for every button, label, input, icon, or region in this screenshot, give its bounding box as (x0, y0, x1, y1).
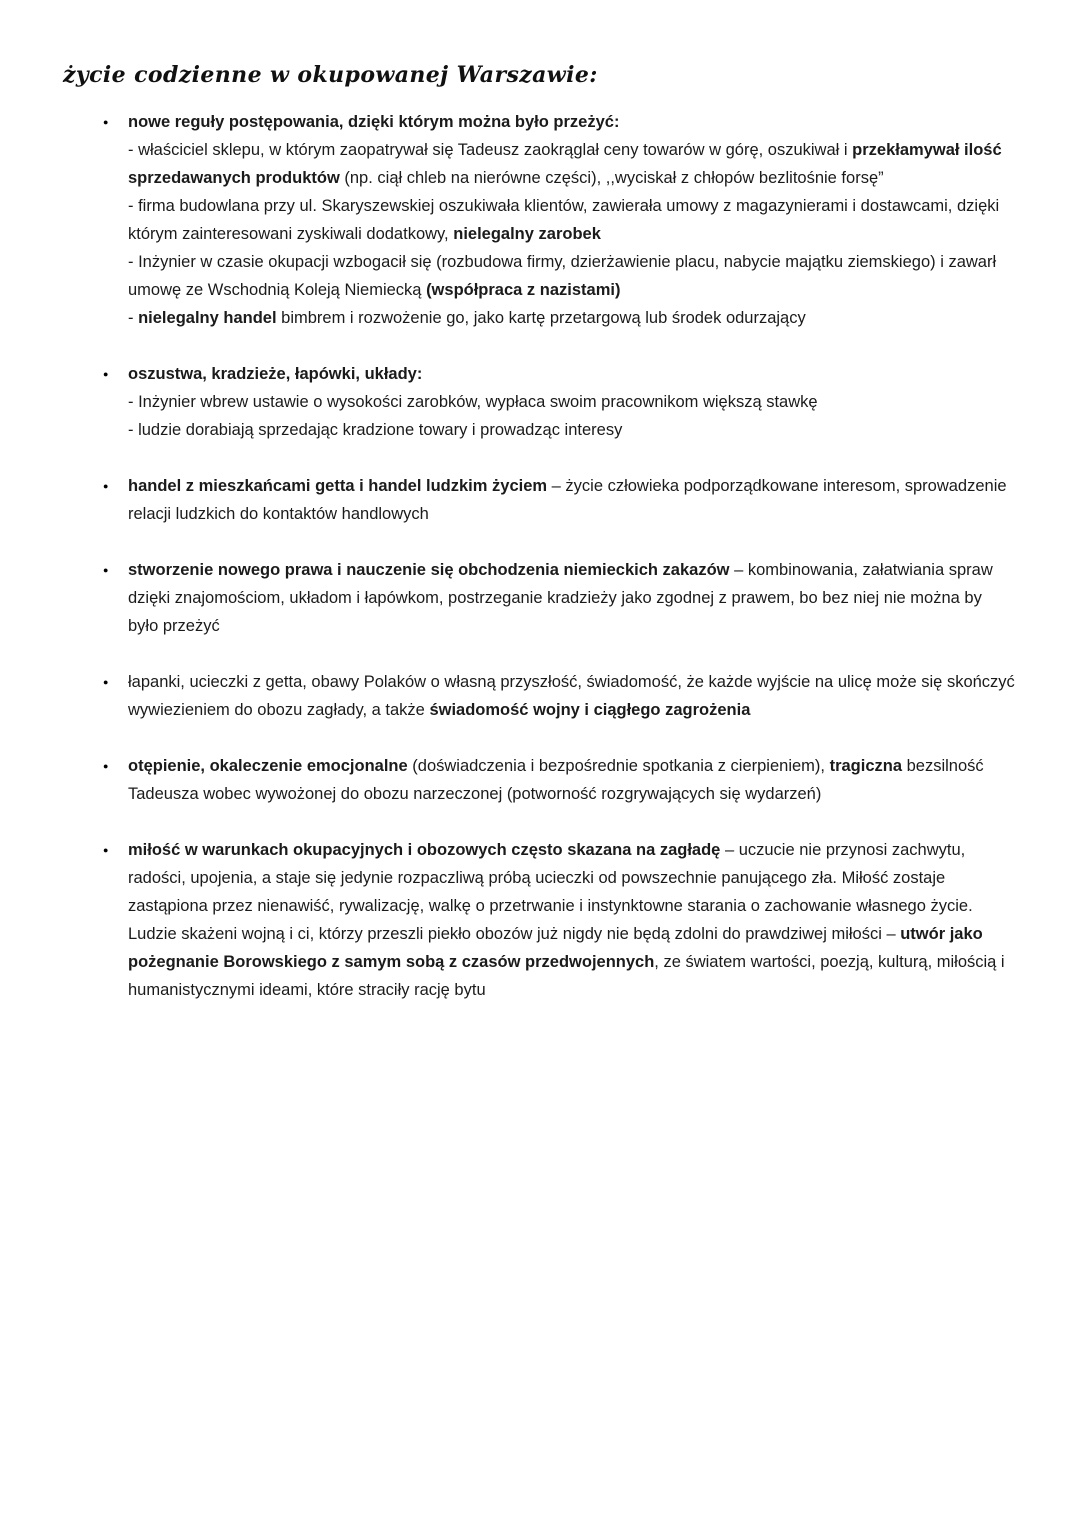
bullet-paragraph (128, 248, 1016, 304)
bullet-icon: ● (103, 677, 109, 687)
bullet-icon: ● (103, 369, 109, 379)
bullet-content (128, 108, 1016, 332)
text-run: – kombinowania, załatwiania spraw dzięki znajomościom, układom i łapówkom, postrzeganie kradzieży jako zgodnej z prawem, bo bez niej nie można by było przeżyć (128, 561, 993, 635)
bullet-paragraph (128, 668, 1016, 724)
bullet-paragraph (128, 192, 1016, 248)
bullet-content (128, 752, 1016, 808)
text-run: bezsilność Tadeusza wobec wywożonej do obozu narzeczonej (potworność rozgrywających się wydarzeń) (128, 757, 984, 803)
text-run: nielegalny zarobek (453, 225, 601, 243)
bullet-paragraph (128, 388, 1016, 416)
text-run: , ze światem wartości, poezją, kulturą, miłością i humanistycznymi ideami, które straciły rację bytu (128, 953, 1005, 999)
bullet-icon: ● (103, 565, 109, 575)
text-run: utwór jako pożegnanie Borowskiego z samym sobą z czasów przedwojennych (128, 925, 983, 971)
text-run: przekłamywał ilość sprzedawanych produktów (128, 141, 1002, 187)
text-run: - Inżynier w czasie okupacji wzbogacił się (rozbudowa firmy, dzierżawienie placu, nabycie majątku ziemskiego) i zawarł umowę ze Wschodnią Koleją Niemiecką (128, 253, 997, 299)
bullet-paragraph (128, 304, 1016, 332)
bullet-list (63, 108, 1016, 1004)
text-run: łapanki, ucieczki z getta, obawy Polaków o własną przyszłość, świadomość, że każde wyjście na ulicę może się skończyć wywiezieniem do obozu zagłady, a także (128, 673, 1015, 719)
text-run: – życie człowieka podporządkowane interesom, sprowadzenie relacji ludzkich do kontaktów handlowych (128, 477, 1007, 523)
bullet-content (128, 556, 1016, 640)
bullet-paragraph (128, 556, 1016, 640)
text-run: - Inżynier wbrew ustawie o wysokości zarobków, wypłaca swoim pracownikom większą stawkę (128, 393, 818, 411)
bullet-item (103, 556, 1016, 640)
bullet-paragraph (128, 752, 1016, 808)
text-run: świadomość wojny i ciągłego zagrożenia (429, 701, 751, 719)
text-run: (doświadczenia i bezpośrednie spotkania z cierpieniem), (407, 757, 830, 775)
bullet-item (103, 836, 1016, 1004)
bullet-item (103, 472, 1016, 528)
bullet-content (128, 472, 1016, 528)
bullet-paragraph (128, 108, 1016, 136)
text-run: miłość w warunkach okupacyjnych i obozowych często skazana na zagładę (128, 841, 721, 859)
text-run: stworzenie nowego prawa i nauczenie się obchodzenia niemieckich zakazów (128, 561, 730, 579)
text-run: nowe reguły postępowania, dzięki którym można było przeżyć: (128, 113, 620, 131)
bullet-content (128, 360, 1016, 444)
text-run: oszustwa, kradzieże, łapówki, układy: (128, 365, 423, 383)
text-run: - właściciel sklepu, w którym zaopatrywał się Tadeusz zaokrąglał ceny towarów w górę, oszukiwał i (128, 141, 853, 159)
bullet-item (103, 668, 1016, 724)
text-run: - ludzie dorabiają sprzedając kradzione towary i prowadząc interesy (128, 421, 623, 439)
text-run: - (128, 309, 139, 327)
bullet-paragraph (128, 836, 1016, 1004)
bullet-paragraph (128, 360, 1016, 388)
bullet-item (103, 108, 1016, 332)
text-run: (np. ciął chleb na nierówne części), ,,wyciskał z chłopów bezlitośnie forsę” (339, 169, 884, 187)
bullet-icon: ● (103, 481, 109, 491)
text-run: handel z mieszkańcami getta i handel ludzkim życiem (128, 477, 548, 495)
bullet-icon: ● (103, 117, 109, 127)
bullet-paragraph (128, 136, 1016, 192)
text-run: nielegalny handel (138, 309, 277, 327)
text-run: bimbrem i rozwożenie go, jako kartę przetargową lub środek odurzający (276, 309, 806, 327)
bullet-item (103, 360, 1016, 444)
bullet-content (128, 836, 1016, 1004)
bullet-content (128, 668, 1016, 724)
text-run: – uczucie nie przynosi zachwytu, radości, upojenia, a staje się jedynie rozpaczliwą próbą ucieczki od powszechnie panującego zła. Miłość zostaje zastąpiona przez nienawiść, rywalizację, walkę o przetrwanie i instynktowne starania o zachowanie własnego życie. Ludzie skażeni wojną i ci, którzy przeszli piekło obozów już nigdy nie będą zdolni do prawdziwej miłości – (128, 841, 973, 943)
bullet-item (103, 752, 1016, 808)
bullet-paragraph (128, 472, 1016, 528)
bullet-paragraph (128, 416, 1016, 444)
text-run: tragiczna (829, 757, 903, 775)
bullet-icon: ● (103, 845, 109, 855)
text-run: - firma budowlana przy ul. Skaryszewskiej oszukiwała klientów, zawierała umowy z magazynierami i dostawcami, dzięki którym zainteresowani zyskiwali dodatkowy, (128, 197, 1000, 243)
text-run: otępienie, okaleczenie emocjonalne (128, 757, 408, 775)
bullet-icon: ● (103, 761, 109, 771)
page-title: życie codzienne w okupowanej Warszawie: (63, 62, 598, 88)
text-run: (współpraca z nazistami) (426, 281, 621, 299)
